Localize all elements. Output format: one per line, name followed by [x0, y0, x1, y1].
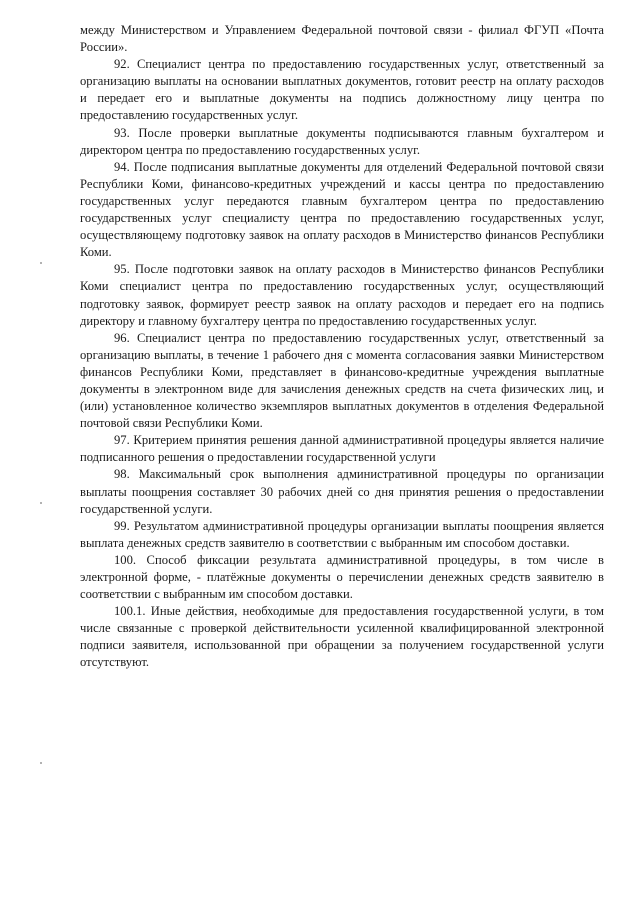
paragraph-92: 92. Специалист центра по предоставлению государственных услуг, ответственный за организацию выплаты на основании выплатных документов, готовит реестр на оплату расходов и передает его и выплатные документы на подпись должностному лицу центра по предоставлению государственных услуг. [80, 57, 604, 123]
scan-speck [40, 262, 42, 264]
paragraph-95: 95. После подготовки заявок на оплату расходов в Министерство финансов Республики Коми специалист центра по предоставлению государственных услуг, осуществляющий подготовку заявок, формирует реестр заявок на оплату расходов и передает его на подпись директору и главному бухгалтеру центра по предоставлению государственных услуг. [80, 262, 604, 328]
paragraph-93: 93. После проверки выплатные документы подписываются главным бухгалтером и директором центра по предоставлению государственных услуг. [80, 125, 604, 157]
paragraph-98: 98. Максимальный срок выполнения административной процедуры по организации выплаты поощрения составляет 30 рабочих дней со дня принятия решения о предоставлении государственной услуги. [80, 467, 604, 516]
paragraph-continuation: между Министерством и Управлением Федеральной почтовой связи - филиал ФГУП «Почта России». [80, 23, 604, 55]
paragraph-100: 100. Способ фиксации результата административной процедуры, в том числе в электронной форме, - платёжные документы о перечислении денежных средств заявителю в соответствии с выбранным им способом доставки. [80, 552, 604, 602]
paragraph-99: 99. Результатом административной процедуры организации выплаты поощрения является выплата денежных средств заявителю в соответствии с выбранным им способом доставки. [80, 518, 604, 550]
document-body [80, 22, 604, 672]
scan-speck [40, 762, 42, 764]
scan-speck [40, 502, 42, 504]
paragraph-100-1: 100.1. Иные действия, необходимые для предоставления государственной услуги, в том числе связанные с проверкой действительности усиленной квалифицированной электронной подписи заявителя, использованной при обращении за получением государственной услуги отсутствуют. [80, 604, 604, 670]
paragraph-94: 94. После подписания выплатные документы для отделений Федеральной почтовой связи Республики Коми, финансово-кредитных учреждений и кассы центра по предоставлению государственных услуг передаются главным бухгалтером центра по предоставлению государственных услуг специалисту центра по предоставлению государственных услуг, осуществляющему подготовку заявок на оплату расходов в Министерство финансов Республики Коми. [80, 159, 604, 260]
paragraph-97: 97. Критерием принятия решения данной административной процедуры является наличие подписанного решения о предоставлении государственной услуги [80, 433, 604, 465]
paragraph-96: 96. Специалист центра по предоставлению государственных услуг, ответственный за организацию выплаты, в течение 1 рабочего дня с момента согласования заявки Министерством финансов Республики Коми, представляет в финансово-кредитные учреждения выплатные документы в электронном виде для зачисления денежных средств на счета физических лиц, и (или) установленное количество экземпляров выплатных документов в отделения Федеральной почтовой связи Республики Коми. [80, 330, 604, 431]
